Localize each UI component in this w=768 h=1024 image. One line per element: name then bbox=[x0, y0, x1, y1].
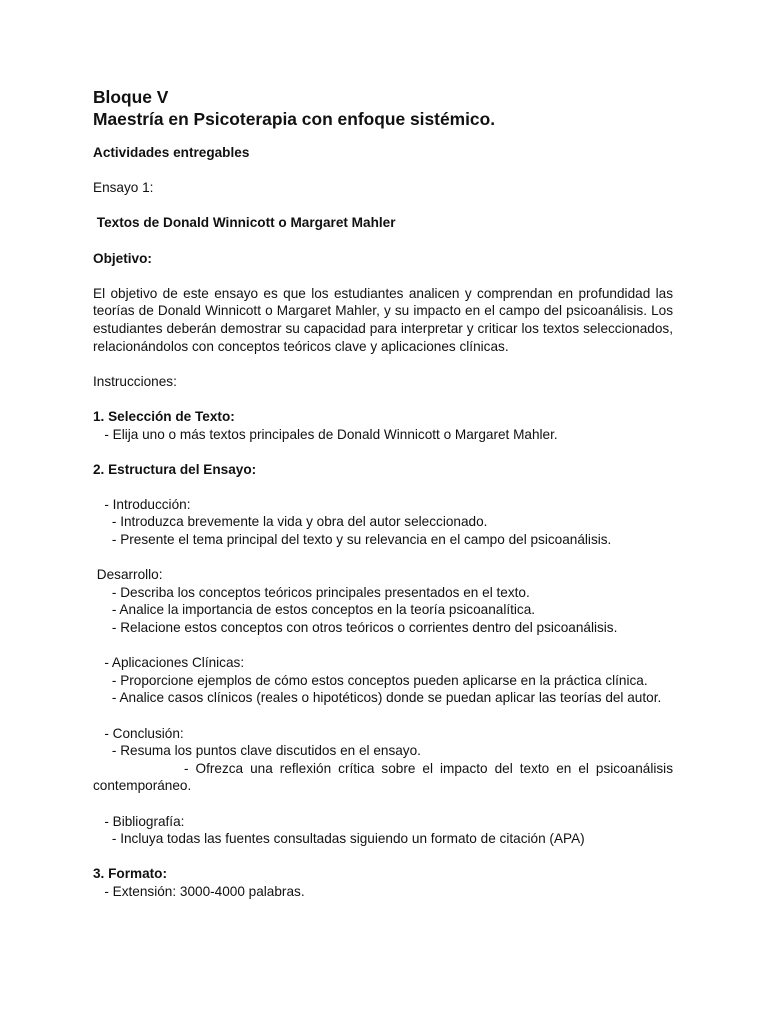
objective-heading: Objetivo: bbox=[93, 250, 152, 266]
section3-item: - Extensión: 3000-4000 palabras. bbox=[93, 883, 305, 899]
block-title: Bloque V bbox=[93, 87, 169, 107]
clinical-applications-label: - Aplicaciones Clínicas: bbox=[93, 655, 245, 671]
development-label: Desarrollo: bbox=[93, 567, 163, 583]
section3-heading: 3. Formato: bbox=[93, 866, 168, 882]
intro-item: - Introduzca brevemente la vida y obra del autor seleccionado. bbox=[93, 514, 488, 530]
conclusion-item: - Resuma los puntos clave discutidos en el ensayo. bbox=[93, 743, 421, 759]
conclusion-item: - Ofrezca una reflexión crítica sobre el impacto del texto en el psicoanálisis contemporáneo. bbox=[93, 760, 677, 794]
bibliography-label: - Bibliografía: bbox=[93, 813, 185, 829]
section2-heading: 2. Estructura del Ensayo: bbox=[93, 461, 257, 477]
program-title: Maestría en Psicoterapia con enfoque sistémico. bbox=[93, 109, 496, 129]
clinical-applications-item: - Analice casos clínicos (reales o hipotéticos) donde se puedan aplicar las teorías del autor. bbox=[93, 690, 662, 706]
clinical-applications-item: - Proporcione ejemplos de cómo estos conceptos pueden aplicarse en la práctica clínica. bbox=[93, 672, 648, 688]
instructions-label: Instrucciones: bbox=[93, 373, 177, 389]
document-page bbox=[93, 86, 677, 901]
development-item: - Relacione estos conceptos con otros teóricos o corrientes dentro del psicoanálisis. bbox=[93, 620, 618, 636]
activities-heading: Actividades entregables bbox=[93, 145, 250, 160]
essay-label: Ensayo 1: bbox=[93, 180, 154, 196]
conclusion-label: - Conclusión: bbox=[93, 725, 184, 741]
bibliography-item: - Incluya todas las fuentes consultadas siguiendo un formato de citación (APA) bbox=[93, 831, 585, 847]
development-item: - Describa los conceptos teóricos principales presentados en el texto. bbox=[93, 584, 530, 600]
intro-item: - Presente el tema principal del texto y su relevancia en el campo del psicoanálisis. bbox=[93, 532, 612, 548]
essay-topic: Textos de Donald Winnicott o Margaret Mahler bbox=[93, 215, 396, 231]
section1-heading: 1. Selección de Texto: bbox=[93, 408, 235, 424]
development-item: - Analice la importancia de estos conceptos en la teoría psicoanalítica. bbox=[93, 602, 536, 618]
objective-paragraph: El objetivo de este ensayo es que los estudiantes analicen y comprendan en profundidad las teorías de Donald Winnicott o Margaret Mahler, y su impacto en el campo del psicoanálisis. Los estudiantes deberán demostrar su capacidad para interpretar y criticar los textos seleccionados, relacionándolos con conceptos teóricos clave y aplicaciones clínicas. bbox=[93, 285, 673, 354]
section1-item: - Elija uno o más textos principales de Donald Winnicott o Margaret Mahler. bbox=[93, 426, 558, 442]
intro-label: - Introducción: bbox=[93, 496, 191, 512]
